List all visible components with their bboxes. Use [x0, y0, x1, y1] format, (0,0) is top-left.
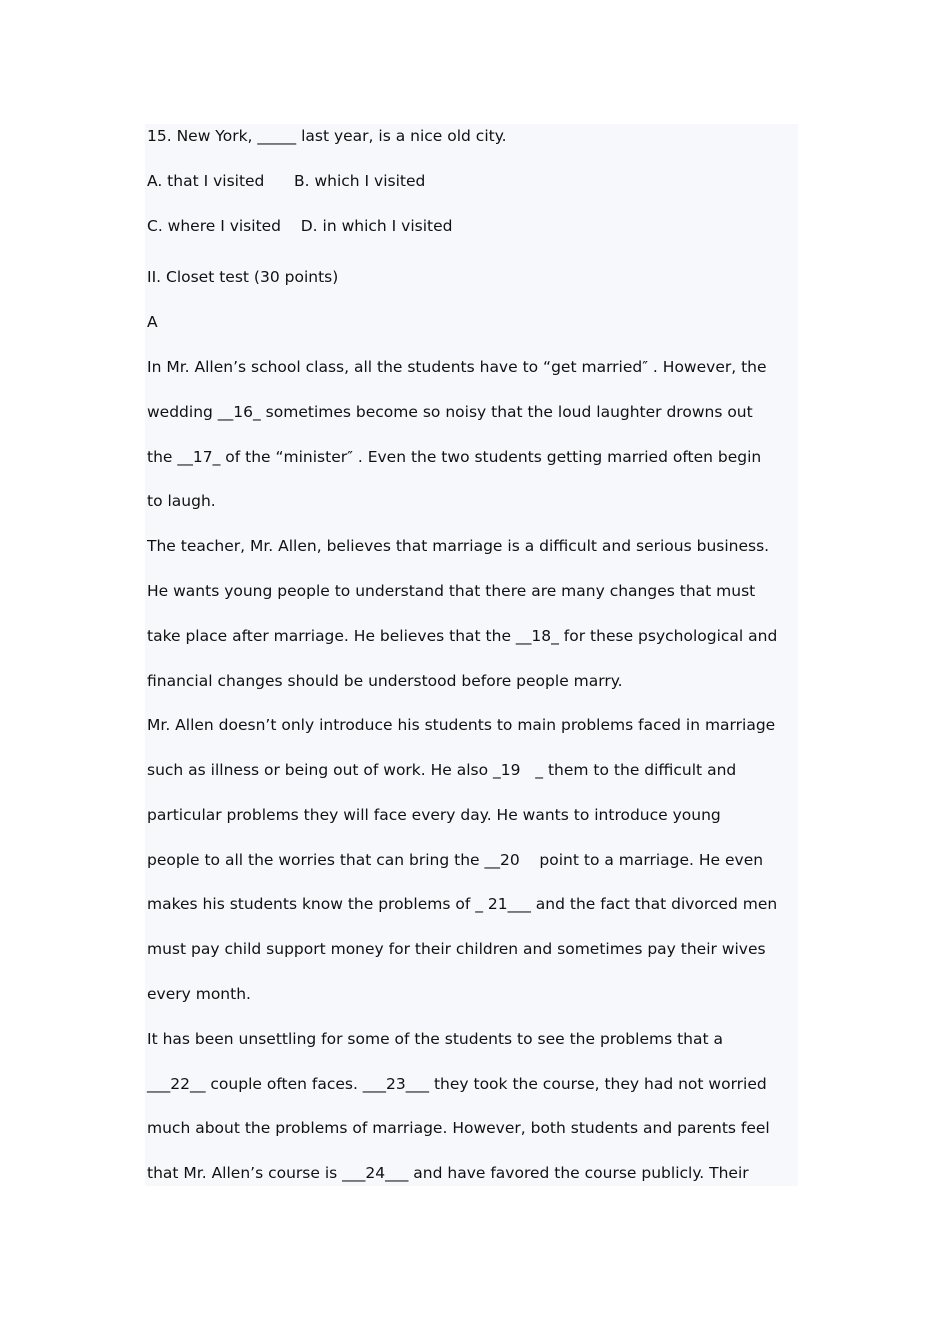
- passage-line: He wants young people to understand that there are many changes that must: [147, 582, 756, 600]
- section-heading: II. Closet test (30 points): [147, 268, 339, 286]
- passage-line: wedding __16_ sometimes become so noisy that the loud laughter drowns out: [147, 403, 753, 421]
- passage-line: every month.: [147, 985, 251, 1003]
- passage-line: In Mr. Allen’s school class, all the students have to “get married″ . However, the: [147, 358, 767, 376]
- passage-line: take place after marriage. He believes that the __18_ for these psychological and: [147, 627, 778, 645]
- passage-line: ___22__ couple often faces. ___23___ they took the course, they had not worried: [147, 1075, 767, 1093]
- passage-label: A: [147, 313, 158, 331]
- passage-line: financial changes should be understood before people marry.: [147, 672, 623, 690]
- passage-line: such as illness or being out of work. He also _19 _ them to the difficult and: [147, 761, 737, 779]
- question-15-stem: 15. New York, _____ last year, is a nice old city.: [147, 127, 507, 145]
- passage-line: to laugh.: [147, 492, 216, 510]
- passage-line: that Mr. Allen’s course is ___24___ and have favored the course publicly. Their: [147, 1164, 749, 1182]
- passage-line: particular problems they will face every day. He wants to introduce young: [147, 806, 721, 824]
- passage-line: must pay child support money for their children and sometimes pay their wives: [147, 940, 766, 958]
- question-15-options-ab: A. that I visited B. which I visited: [147, 172, 426, 190]
- passage-line: Mr. Allen doesn’t only introduce his students to main problems faced in marriage: [147, 716, 776, 734]
- question-15-options-cd: C. where I visited D. in which I visited: [147, 217, 453, 235]
- passage-line: the __17_ of the “minister″ . Even the two students getting married often begin: [147, 448, 762, 466]
- passage-line: The teacher, Mr. Allen, believes that marriage is a difficult and serious business.: [147, 537, 770, 555]
- passage-line: much about the problems of marriage. However, both students and parents feel: [147, 1119, 770, 1137]
- passage-line: makes his students know the problems of _ 21___ and the fact that divorced men: [147, 895, 778, 913]
- passage-line: It has been unsettling for some of the students to see the problems that a: [147, 1030, 723, 1048]
- passage-line: people to all the worries that can bring the __20 point to a marriage. He even: [147, 851, 764, 869]
